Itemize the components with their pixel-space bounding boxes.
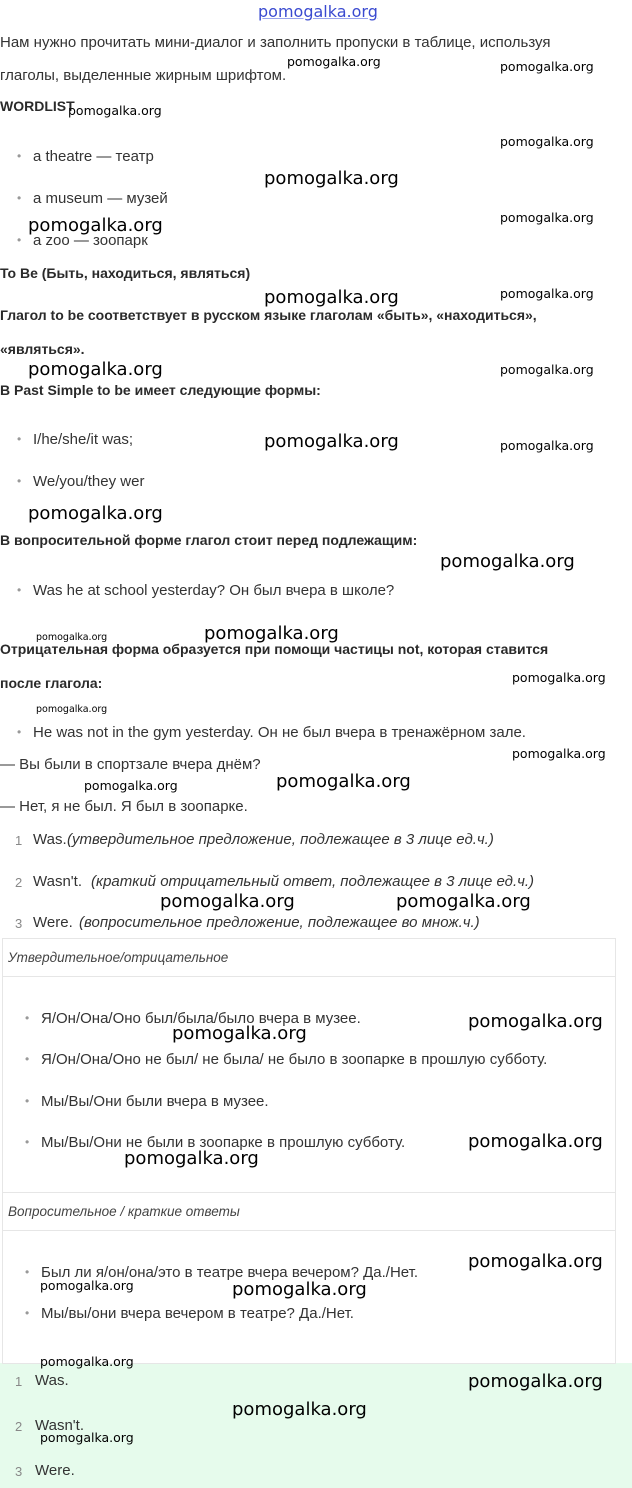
affirmative-item: • Мы/Вы/Они были вчера в музее. xyxy=(41,1093,269,1110)
watermark: pomogalka.org xyxy=(124,1148,259,1169)
tobe-heading: To Be (Быть, находиться, являться) xyxy=(0,265,251,281)
watermark: pomogalka.org xyxy=(264,431,399,452)
question-item: • Мы/вы/они вчера вечером в театре? Да./Нет. xyxy=(41,1305,354,1322)
watermark: pomogalka.org xyxy=(264,287,399,308)
watermark: pomogalka.org xyxy=(28,215,163,236)
watermark: pomogalka.org xyxy=(440,551,575,572)
answer-note: (утвердительное предложение, подлежащее в 3 лице ед.ч.) xyxy=(67,831,494,848)
watermark: pomogalka.org xyxy=(204,623,339,644)
answer-number: 3 xyxy=(15,1464,23,1479)
answer-word: Were. xyxy=(35,1462,75,1479)
answer-number: 1 xyxy=(15,833,23,848)
affirmative-heading: Утвердительное/отрицательное xyxy=(8,950,229,965)
answer-word: Was. xyxy=(35,1372,69,1389)
watermark: pomogalka.org xyxy=(512,746,606,761)
past-simple-heading: В Past Simple to be имеет следующие формы: xyxy=(0,382,321,398)
watermark: pomogalka.org xyxy=(232,1399,367,1420)
question-heading: Вопросительное / краткие ответы xyxy=(8,1204,240,1219)
intro-line-2: глаголы, выделенные жирным шрифтом. xyxy=(0,67,287,84)
question-item: • Был ли я/он/она/это в театре вчера вечером? Да./Нет. xyxy=(41,1264,418,1281)
affirmative-item: • Я/Он/Она/Оно был/была/было вчера в музее. xyxy=(41,1010,361,1027)
answer-number: 2 xyxy=(15,1419,23,1434)
watermark: pomogalka.org xyxy=(276,771,411,792)
watermark: pomogalka.org xyxy=(468,1011,603,1032)
watermark: pomogalka.org xyxy=(468,1131,603,1152)
watermark: pomogalka.org xyxy=(160,891,295,912)
watermark: pomogalka.org xyxy=(84,778,178,793)
watermark: pomogalka.org xyxy=(36,632,108,643)
answer-note: (краткий отрицательный ответ, подлежащее в 3 лице ед.ч.) xyxy=(91,873,535,890)
intro-line-1: Нам нужно прочитать мини-диалог и заполнить пропуски в таблице, используя xyxy=(0,34,551,51)
watermark: pomogalka.org xyxy=(396,891,531,912)
watermark: pomogalka.org xyxy=(40,1354,134,1369)
watermark: pomogalka.org xyxy=(512,670,606,685)
watermark: pomogalka.org xyxy=(500,286,594,301)
tobe-desc-line-2: «являться». xyxy=(0,341,85,357)
answer-number: 1 xyxy=(15,1374,23,1389)
form-item: • I/he/she/it was; xyxy=(33,431,133,448)
question-example: • Was he at school yesterday? Он был вчера в школе? xyxy=(33,582,394,599)
answer-note: (вопросительное предложение, подлежащее во множ.ч.) xyxy=(79,914,480,931)
wordlist-heading: WORDLIST xyxy=(0,98,75,114)
answer-number: 2 xyxy=(15,875,23,890)
affirmative-item: • Мы/Вы/Они не были в зоопарке в прошлую субботу. xyxy=(41,1134,405,1151)
wordlist-item: • a museum — музей xyxy=(33,190,168,207)
answer-word: Wasn't. xyxy=(33,873,82,890)
form-item: • We/you/they wer xyxy=(33,473,144,490)
answer-number: 3 xyxy=(15,916,23,931)
watermark: pomogalka.org xyxy=(40,1278,134,1293)
affirmative-item: • Я/Он/Она/Оно не был/ не была/ не было в зоопарке в прошлую субботу. xyxy=(41,1051,547,1068)
wordlist-item: • a theatre — театр xyxy=(33,148,154,165)
answer-word: Wasn't. xyxy=(35,1417,84,1434)
negative-example: • He was not in the gym yesterday. Он не был вчера в тренажёрном зале. xyxy=(33,724,526,741)
watermark: pomogalka.org xyxy=(36,704,108,715)
negative-heading-line-1: Отрицательная форма образуется при помощи частицы not, которая ставится xyxy=(0,641,549,657)
watermark: pomogalka.org xyxy=(500,134,594,149)
question-form-heading: В вопросительной форме глагол стоит перед подлежащим: xyxy=(0,532,418,548)
watermark: pomogalka.org xyxy=(172,1023,307,1044)
dialog-line: — Вы были в спортзале вчера днём? xyxy=(0,756,261,773)
dialog-line: — Нет, я не был. Я был в зоопарке. xyxy=(0,798,248,815)
watermark: pomogalka.org xyxy=(500,210,594,225)
watermark: pomogalka.org xyxy=(264,168,399,189)
answer-word: Was. xyxy=(33,831,67,848)
watermark-top: pomogalka.org xyxy=(258,2,378,21)
negative-heading-line-2: после глагола: xyxy=(0,675,103,691)
watermark: pomogalka.org xyxy=(28,503,163,524)
tobe-desc-line-1: Глагол to be соответствует в русском языке глаголам «быть», «находиться», xyxy=(0,307,537,323)
watermark: pomogalka.org xyxy=(40,1430,134,1445)
watermark: pomogalka.org xyxy=(68,103,162,118)
watermark: pomogalka.org xyxy=(287,54,381,69)
watermark: pomogalka.org xyxy=(468,1251,603,1272)
watermark: pomogalka.org xyxy=(500,59,594,74)
watermark: pomogalka.org xyxy=(500,362,594,377)
watermark: pomogalka.org xyxy=(500,438,594,453)
wordlist-item: • a zoo — зоопарк xyxy=(33,232,148,249)
watermark: pomogalka.org xyxy=(28,359,163,380)
answer-word: Were. xyxy=(33,914,73,931)
watermark: pomogalka.org xyxy=(468,1371,603,1392)
watermark: pomogalka.org xyxy=(232,1279,367,1300)
